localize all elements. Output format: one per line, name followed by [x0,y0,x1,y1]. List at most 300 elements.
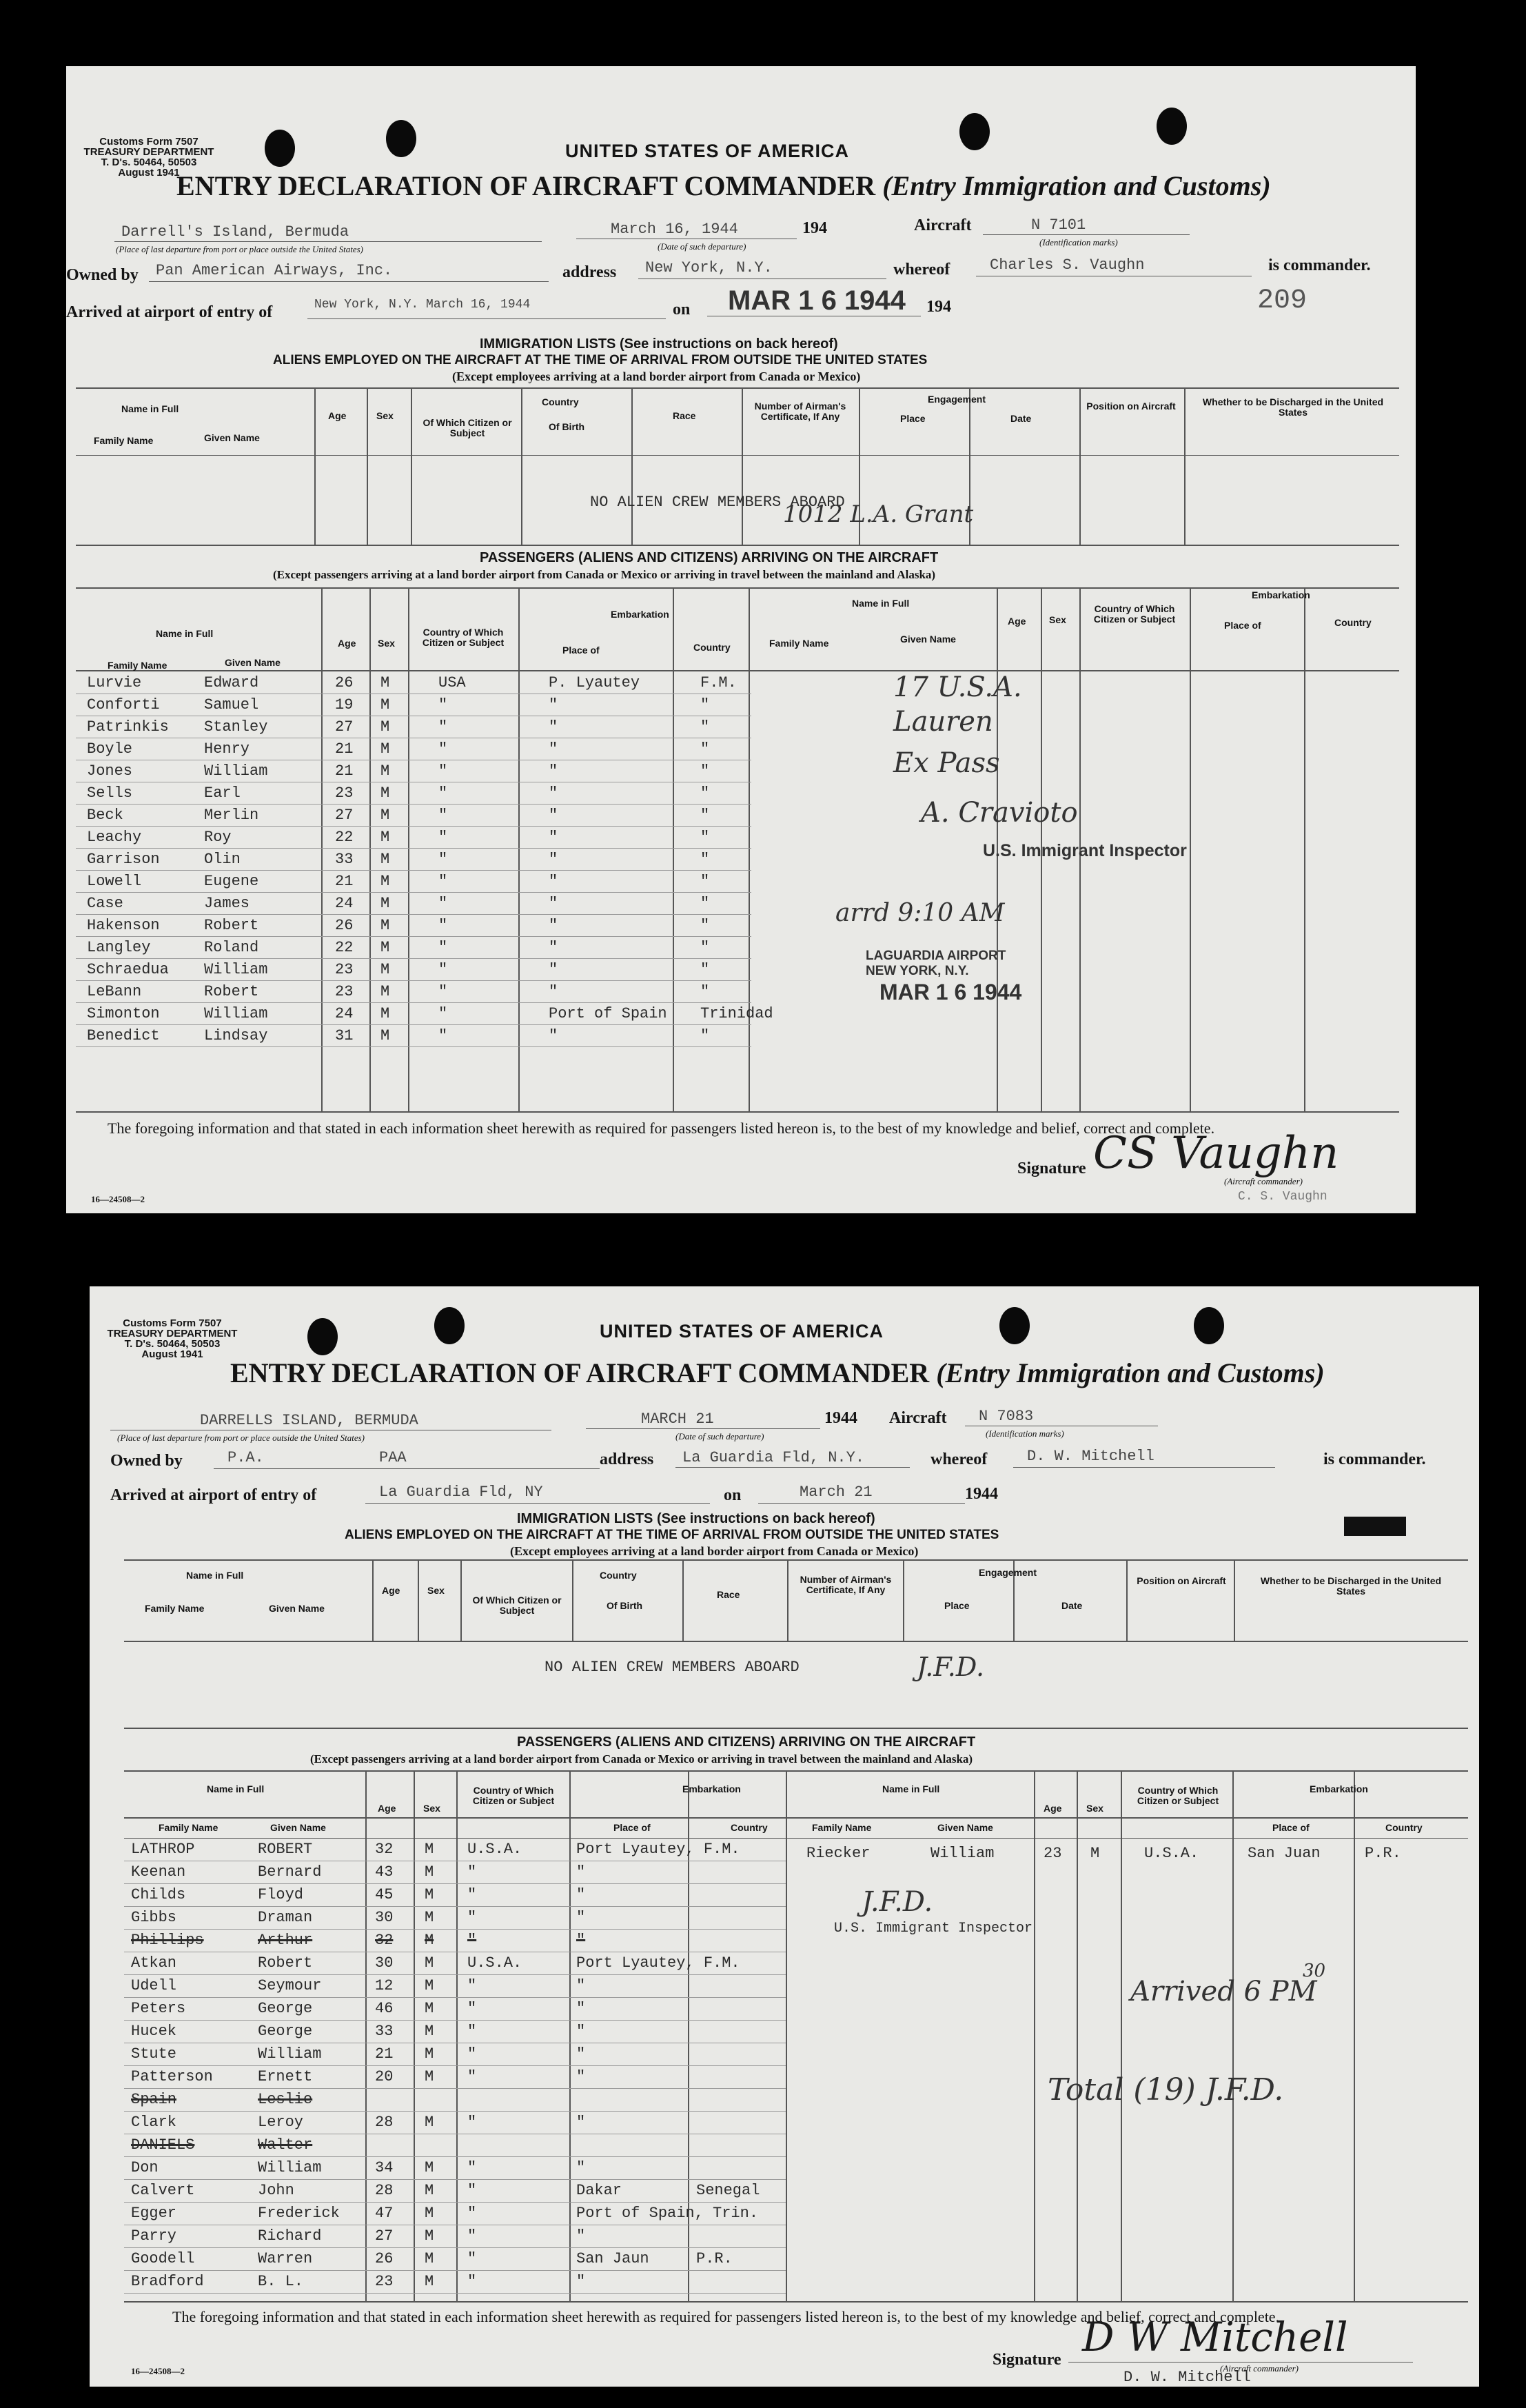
passenger-given: Robert [204,917,259,934]
is-commander-label: is commander. [1268,256,1371,274]
punch-hole [265,130,295,167]
th-sex-right: Sex [1049,614,1066,625]
passenger-given: James [204,895,250,912]
department: TREASURY DEPARTMENT [83,146,214,158]
passenger-country: Trinidad [700,1005,773,1022]
stamp-airport: LAGUARDIA AIRPORT [866,949,1006,963]
punch-hole [434,1307,465,1344]
departure-date: March 16, 1944 [611,221,738,238]
passenger-country: " [700,696,710,714]
passenger-given: Robert [258,1954,313,1972]
passenger-sex: M [380,917,390,934]
passenger-family: Hucek [131,2023,177,2040]
aircraft-label: Aircraft [889,1409,947,1427]
passenger-age: 32 [375,1932,394,1949]
passenger-age: 21 [335,873,354,890]
passenger-family: Egger [131,2205,177,2222]
passenger-age: 26 [335,674,354,691]
passenger-given: Merlin [204,807,259,824]
immigration-lists-heading: IMMIGRATION LISTS (See instructions on back hereof) [480,336,838,352]
th-place-of: Place of [562,645,600,656]
passenger-sex: M [380,961,390,978]
th-name-right: Name in Full [882,1783,940,1794]
form-number: Customs Form 7507 [99,136,199,148]
passenger-place: " [576,2023,586,2040]
passenger-sex: M [425,2182,434,2199]
passenger-family: Childs [131,1886,186,1903]
title-paren: (Entry Immigration and Customs) [882,170,1271,201]
passenger-given: Leroy [258,2114,304,2131]
crew-initials: J.F.D. [917,1652,985,1682]
address-label: address [562,263,617,281]
th-embarkation: Embarkation [611,609,669,620]
th-age: Age [378,1803,396,1814]
whereof-label: whereof [893,261,950,279]
inspector-note: Ex Pass [893,747,1000,779]
passenger-place: " [576,1863,586,1881]
passenger-given: Arthur [258,1932,313,1949]
passenger-place: Dakar [576,2182,622,2199]
passenger-sex: M [425,2000,434,2017]
passenger-country: " [700,917,710,934]
passenger-age: 24 [335,895,354,912]
th-age: Age [338,638,356,649]
th-place: Place [944,1600,970,1611]
passenger-family: Udell [131,1977,177,1994]
passenger-family: Beck [87,807,123,824]
passenger-age: 28 [375,2182,394,2199]
th-family: Family Name [94,435,154,446]
commander-value: Charles S. Vaughn [990,256,1145,274]
passenger-sex: M [425,2250,434,2267]
th-country: Country [600,1570,637,1581]
form-date: August 1941 [118,167,180,179]
passenger-place: " [549,740,558,758]
owner-value: Pan American Airways, Inc. [156,262,393,279]
passenger-citizen: " [438,983,448,1000]
ident-marks-label: (Identification marks) [986,1428,1064,1439]
passengers-heading: PASSENGERS (ALIENS AND CITIZENS) ARRIVING ON THE AIRCRAFT [480,550,939,565]
signature-label: Signature [1017,1160,1086,1177]
passenger-citizen: " [438,740,448,758]
th-date: Date [1061,1600,1083,1611]
passenger-place: " [549,851,558,868]
passenger-given: Olin [204,851,241,868]
passenger-place: " [549,718,558,736]
arrival-minutes: 30 [1303,1961,1326,1981]
passenger-sex: M [380,851,390,868]
passenger-age: 33 [375,2023,394,2040]
passenger-given: William [258,2045,322,2063]
passenger-age: 47 [375,2205,394,2222]
th-name: Name in Full [121,403,179,414]
th-age-right: Age [1008,616,1026,627]
certification-text: The foregoing information and that stated in each information sheet herewith as required for passengers listed hereon is, to the best of my knowledge and belief, correct and complete. [108,1120,1215,1137]
th-position: Position on Aircraft [1137,1575,1226,1586]
treasury-decisions: T. D's. 50464, 50503 [101,156,197,168]
right-passenger-place: San Juan [1248,1845,1321,1862]
th-country: Country [693,642,731,653]
passenger-sex: M [380,1005,390,1022]
owned-by-label: Owned by [66,266,139,284]
departure-place: DARRELLS ISLAND, BERMUDA [200,1412,418,1429]
passenger-place: San Jaun [576,2250,649,2267]
passenger-family: Conforti [87,696,160,714]
certification-text: The foregoing information and that stated in each information sheet herewith as required for passengers listed hereon is, to the best of my knowledge and belief, correct and complete. [172,2308,1280,2325]
page-number: 209 [1257,285,1308,316]
passenger-sex: M [380,762,390,780]
ident-marks-label: (Identification marks) [1039,237,1118,247]
passenger-citizen: " [438,696,448,714]
form-number: Customs Form 7507 [123,1317,222,1329]
passenger-citizen: " [467,2227,477,2245]
arrival-time-note: arrd 9:10 AM [835,899,1005,927]
passenger-family: Clark [131,2114,177,2131]
passenger-citizen: " [438,895,448,912]
passenger-citizen: " [467,2250,477,2267]
passenger-age: 34 [375,2159,394,2176]
treasury-decisions: T. D's. 50464, 50503 [124,1338,221,1350]
passengers-except-note: (Except passengers arriving at a land border airport from Canada or Mexico or arriving in travel between the mainland and Alaska) [273,568,936,581]
owner-value-alt: PAA [379,1449,407,1466]
on-label: on [673,301,691,318]
passenger-family: Keenan [131,1863,186,1881]
passenger-given: ROBERT [258,1841,313,1858]
passenger-country: " [700,829,710,846]
th-birth: Of Birth [607,1600,643,1611]
punch-hole [999,1307,1030,1344]
passenger-family: LeBann [87,983,142,1000]
stamp-date: MAR 1 6 1944 [879,980,1022,1004]
country-heading: UNITED STATES OF AMERICA [565,141,849,161]
passenger-age: 23 [335,983,354,1000]
passenger-age: 12 [375,1977,394,1994]
passenger-sex: M [425,2068,434,2085]
aircraft-commander-label: (Aircraft commander) [1220,2363,1299,2374]
stamp-city: NEW YORK, N.Y. [866,964,969,978]
inspector-title-stamp: U.S. Immigrant Inspector [983,841,1187,860]
th-citizen: Of Which Citizen or Subject [472,1595,562,1616]
th-airman-cert: Number of Airman's Certificate, If Any [800,1574,892,1595]
passenger-given: William [204,961,268,978]
passenger-citizen: " [467,1977,477,1994]
passenger-sex: M [380,674,390,691]
passenger-family: Patrinkis [87,718,169,736]
passenger-country: " [700,961,710,978]
th-sex-right: Sex [1086,1803,1103,1814]
th-engagement: Engagement [979,1567,1037,1578]
owned-by-label: Owned by [110,1452,183,1470]
passenger-family: Parry [131,2227,177,2245]
th-sex: Sex [378,638,395,649]
passenger-citizen: " [438,718,448,736]
on-label: on [724,1486,742,1504]
th-age: Age [382,1585,400,1596]
form-title [230,1357,1325,1389]
passenger-given: Richard [258,2227,322,2245]
passenger-family: Lowell [87,873,142,890]
th-given: Given Name [269,1603,325,1614]
declaration-sheet-2 [90,1286,1479,2387]
commander-typed-name: D. W. Mitchell [1123,2369,1251,2386]
passenger-country: " [700,895,710,912]
passenger-family: Patterson [131,2068,213,2085]
passenger-family: Garrison [87,851,160,868]
commander-signature: CS Vaughn [1093,1128,1339,1179]
passenger-citizen: " [438,829,448,846]
passenger-given: George [258,2023,313,2040]
passenger-sex: M [380,939,390,956]
th-race: Race [673,410,696,421]
passenger-country: " [700,851,710,868]
th-country-citizen-right: Country of Which Citizen or Subject [1137,1785,1219,1806]
passenger-place: " [549,785,558,802]
passenger-place: " [576,2273,586,2290]
passenger-age: 24 [335,1005,354,1022]
passenger-given: Roy [204,829,232,846]
passenger-place: " [549,939,558,956]
address-value: New York, N.Y. [645,259,773,276]
passenger-country: " [700,873,710,890]
aircraft-marks: N 7101 [1031,216,1086,234]
th-country-citizen-right: Country of Which Citizen or Subject [1093,603,1176,625]
passenger-given: Bernard [258,1863,322,1881]
th-airman-cert: Number of Airman's Certificate, If Any [754,401,846,422]
punch-hole [307,1318,338,1355]
passenger-age: 23 [375,2273,394,2290]
year-label: 194 [965,1485,990,1503]
th-given: Given Name [270,1822,326,1833]
passenger-family: Peters [131,2000,186,2017]
arrival-date-stamp: MAR 1 6 1944 [728,285,906,316]
passenger-sex: M [380,807,390,824]
passenger-family: Benedict [87,1027,160,1044]
passengers-heading: PASSENGERS (ALIENS AND CITIZENS) ARRIVING ON THE AIRCRAFT [517,1734,976,1750]
passenger-citizen: " [467,2159,477,2176]
address-value: La Guardia Fld, N.Y. [682,1449,865,1466]
passenger-citizen: " [438,785,448,802]
year-label: 194 [824,1409,849,1427]
commander-name: C. S. Vaughn [1238,1190,1327,1204]
passenger-citizen: U.S.A. [467,1954,522,1972]
signature-label: Signature [993,2351,1061,2369]
passengers-except-note: (Except passengers arriving at a land border airport from Canada or Mexico or arriving in travel between the mainland and Alaska) [310,1752,973,1765]
passenger-family: Spain [131,2091,177,2108]
arrival-date: March 21 [800,1484,873,1501]
th-sex: Sex [423,1803,440,1814]
passenger-family: Langley [87,939,151,956]
passenger-age: 21 [335,740,354,758]
th-country: Country [731,1822,768,1833]
inspector-note: Lauren [893,706,993,738]
inspector-note: 17 U.S.A. [893,671,1022,703]
passenger-age: 30 [375,1954,394,1972]
aliens-employed-heading: ALIENS EMPLOYED ON THE AIRCRAFT AT THE TIME OF ARRIVAL FROM OUTSIDE THE UNITED STATES [345,1528,999,1542]
form-date: August 1941 [141,1348,203,1360]
title-main: ENTRY DECLARATION OF AIRCRAFT COMMANDER [176,170,876,201]
inspector-note: J.F.D. [862,1886,933,1918]
redaction-mark [1344,1517,1406,1536]
th-embarkation-right: Embarkation [1310,1783,1368,1794]
right-passenger-citizen: U.S.A. [1144,1845,1199,1862]
passenger-family: Atkan [131,1954,177,1972]
passenger-given: Seymour [258,1977,322,1994]
departure-place-label: (Place of last departure from port or place outside the United States) [117,1433,365,1443]
passenger-family: Case [87,895,123,912]
passenger-age: 43 [375,1863,394,1881]
passenger-citizen: " [438,762,448,780]
th-sex: Sex [376,410,394,421]
passenger-given: Frederick [258,2205,340,2222]
passenger-citizen: " [467,1863,477,1881]
th-citizen: Of Which Citizen or Subject [423,417,512,438]
arrival-stamp [866,949,1022,1004]
form-title [176,170,1271,202]
passenger-age: 30 [375,1909,394,1926]
passenger-place: " [576,2000,586,2017]
passenger-age: 21 [375,2045,394,2063]
passenger-age: 27 [335,807,354,824]
passenger-given: William [258,2159,322,2176]
passenger-age: 26 [375,2250,394,2267]
passenger-given: Edward [204,674,259,691]
passenger-sex: M [425,2159,434,2176]
th-date: Date [1010,413,1032,424]
passenger-place: " [576,2045,586,2063]
is-commander-label: is commander. [1323,1450,1426,1468]
whereof-label: whereof [930,1450,988,1468]
departure-place: Darrell's Island, Bermuda [121,223,349,241]
year-label: 194 [926,298,951,316]
passenger-family: DANIELS [131,2136,195,2154]
arrival-airport: La Guardia Fld, NY [379,1484,543,1501]
passenger-country: " [700,740,710,758]
passenger-place: " [549,917,558,934]
th-place-of-right: Place of [1224,620,1261,631]
punch-hole [1157,108,1187,145]
passenger-citizen: " [467,2000,477,2017]
passenger-sex: M [425,1886,434,1903]
th-position: Position on Aircraft [1086,401,1176,412]
passenger-place: " [549,873,558,890]
passenger-age: 20 [375,2068,394,2085]
passenger-citizen: U.S.A. [467,1841,522,1858]
right-passenger-age: 23 [1044,1845,1062,1862]
arrived-label: Arrived at airport of entry of [66,303,273,321]
th-place-of-right: Place of [1272,1822,1310,1833]
th-family-right: Family Name [769,638,829,649]
passenger-sex: M [425,1863,434,1881]
th-family: Family Name [145,1603,205,1614]
passenger-age: 28 [375,2114,394,2131]
passenger-sex: M [380,718,390,736]
passenger-place: " [549,895,558,912]
footer-code: 16—24508—2 [131,2366,185,2376]
passenger-given: Henry [204,740,250,758]
passenger-place: Port of Spain, Trin. [576,2205,759,2222]
th-name: Name in Full [156,628,214,639]
passenger-family: Bradford [131,2273,204,2290]
passenger-place: " [549,961,558,978]
passenger-family: Leachy [87,829,142,846]
passenger-family: Goodell [131,2250,195,2267]
departure-place-label: (Place of last departure from port or place outside the United States) [116,244,364,254]
passenger-age: 21 [335,762,354,780]
th-discharged: Whether to be Discharged in the United States [1260,1575,1442,1597]
passenger-citizen: " [438,1005,448,1022]
inspector-title-stamp: U.S. Immigrant Inspector [834,1921,1033,1936]
crew-note: NO ALIEN CREW MEMBERS ABOARD [545,1659,800,1676]
passenger-family: Sells [87,785,133,802]
passenger-sex: M [425,1932,434,1949]
passenger-age: 31 [335,1027,354,1044]
passenger-place: " [549,1027,558,1044]
passenger-given: Leslie [258,2091,313,2108]
passenger-place: " [576,1932,586,1949]
th-given-right: Given Name [937,1822,993,1833]
punch-hole [959,113,990,150]
passenger-sex: M [425,2227,434,2245]
th-sex: Sex [427,1585,445,1596]
departure-date-label: (Date of such departure) [675,1431,764,1441]
country-heading: UNITED STATES OF AMERICA [600,1321,884,1342]
passenger-sex: M [380,895,390,912]
arrival-airport: New York, N.Y. March 16, 1944 [314,298,531,312]
passenger-age: 46 [375,2000,394,2017]
th-name: Name in Full [186,1570,244,1581]
passenger-family: Schraedua [87,961,169,978]
passenger-place: " [576,2068,586,2085]
passenger-given: Floyd [258,1886,304,1903]
passenger-country: P.R. [696,2250,733,2267]
crew-note: NO ALIEN CREW MEMBERS ABOARD [590,494,845,511]
title-paren: (Entry Immigration and Customs) [936,1357,1325,1388]
year-field [965,1485,998,1504]
th-discharged: Whether to be Discharged in the United States [1202,396,1384,418]
right-passenger-family: Riecker [806,1845,871,1862]
th-name: Name in Full [207,1783,265,1794]
th-age: Age [328,410,347,421]
arrived-label: Arrived at airport of entry of [110,1486,317,1504]
passenger-citizen: " [438,873,448,890]
passenger-sex: M [425,2114,434,2131]
passenger-given: Lindsay [204,1027,268,1044]
passenger-citizen: " [438,939,448,956]
passenger-sex: M [380,740,390,758]
th-place: Place [900,413,926,424]
passenger-sex: M [425,1977,434,1994]
aircraft-commander-label: (Aircraft commander) [1224,1176,1303,1186]
aircraft-marks: N 7083 [979,1408,1034,1425]
commander-value: D. W. Mitchell [1027,1448,1154,1465]
department: TREASURY DEPARTMENT [107,1328,238,1339]
passenger-citizen: " [467,2045,477,2063]
passenger-sex: M [425,2205,434,2222]
passenger-given: B. L. [258,2273,304,2290]
passenger-country: " [700,762,710,780]
passenger-family: Lurvie [87,674,142,691]
passenger-sex: M [380,1027,390,1044]
passenger-citizen: " [438,807,448,824]
passenger-sex: M [425,2273,434,2290]
th-family-right: Family Name [812,1822,872,1833]
passenger-age: 32 [375,1841,394,1858]
passenger-family: Hakenson [87,917,160,934]
passenger-citizen: " [467,1886,477,1903]
departure-date: MARCH 21 [641,1410,714,1428]
passenger-place: " [576,1977,586,1994]
passenger-age: 23 [335,961,354,978]
